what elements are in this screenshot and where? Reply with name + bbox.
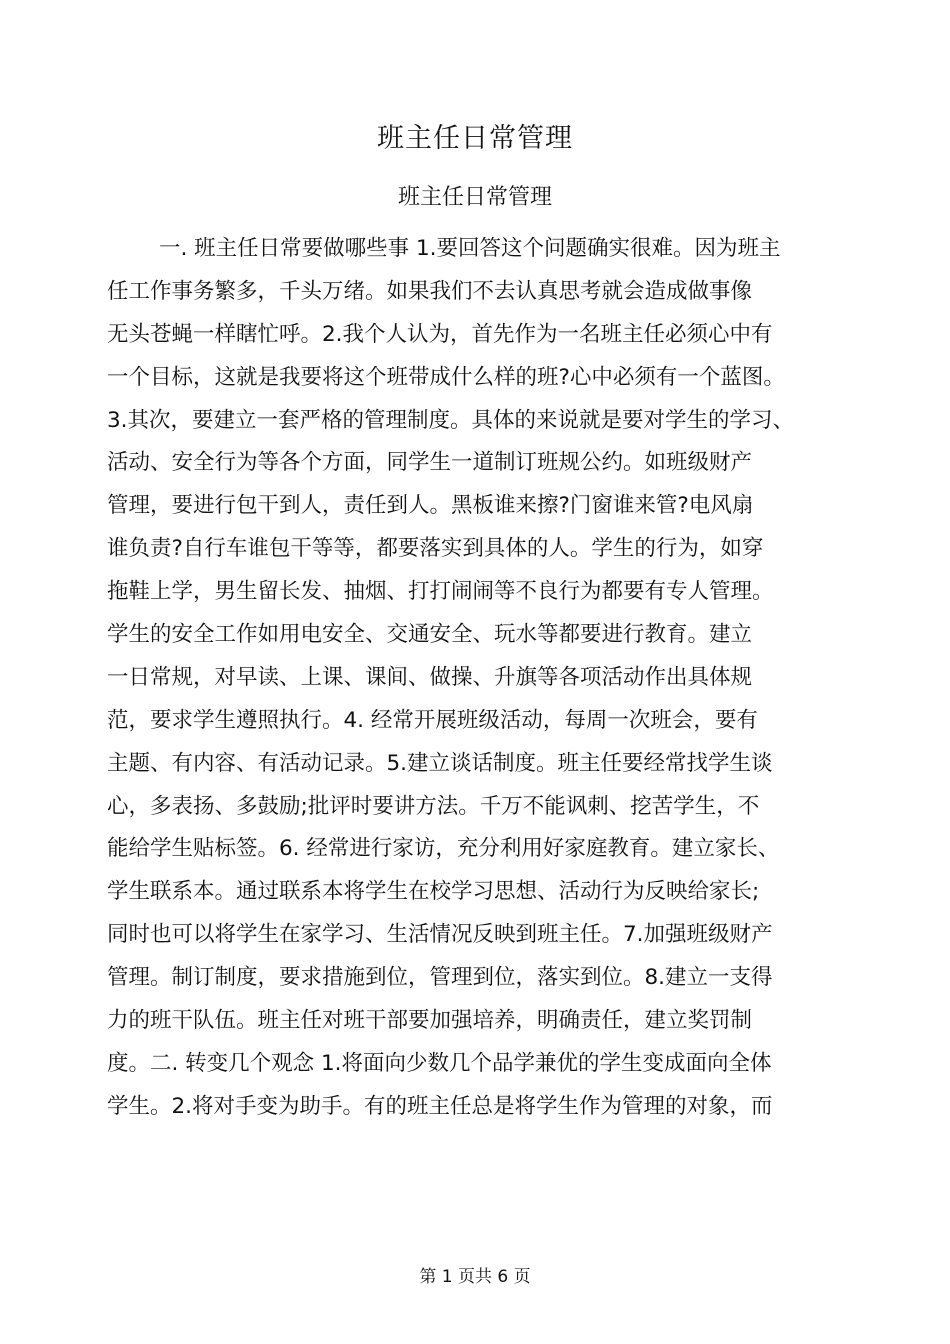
body-line: 谁负责?自行车谁包干等等，都要落实到具体的人。学生的行为，如穿 (107, 536, 764, 562)
body-line: 学生。2.将对手变为助手。有的班主任总是将学生作为管理的对象，而 (107, 1093, 773, 1119)
body-line: 范，要求学生遵照执行。4. 经常开展班级活动，每周一次班会，要有 (107, 707, 758, 733)
body-line: 活动、安全行为等各个方面，同学生一道制订班规公约。如班级财产 (107, 450, 753, 476)
body-line: 一. 班主任日常要做哪些事 1.要回答这个问题确实很难。因为班主 (159, 236, 781, 261)
body-line: 拖鞋上学，男生留长发、抽烟、打打闹闹等不良行为都要有专人管理。 (107, 579, 774, 605)
body-line: 一个目标，这就是我要将这个班带成什么样的班?心中必须有一个蓝图。 (107, 364, 785, 390)
body-line: 力的班干队伍。班主任对班干部要加强培养，明确责任，建立奖罚制 (107, 1008, 753, 1034)
body-line: 管理。制订制度，要求措施到位，管理到位，落实到位。8.建立一支得 (107, 965, 773, 991)
body-line: 主题、有内容、有活动记录。5.建立谈话制度。班主任要经常找学生谈 (107, 750, 773, 776)
document-body (107, 228, 852, 1129)
body-line: 任工作事务繁多，千头万绪。如果我们不去认真思考就会造成做事像 (107, 278, 753, 304)
body-line: 学生的安全工作如用电安全、交通安全、玩水等都要进行教育。建立 (107, 622, 753, 648)
body-line: 能给学生贴标签。6. 经常进行家访，充分利用好家庭教育。建立家长、 (107, 836, 780, 862)
body-line: 3.其次，要建立一套严格的管理制度。具体的来说就是要对学生的学习、 (107, 407, 795, 433)
body-line: 管理，要进行包干到人，责任到人。黑板谁来擦?门窗谁来管?电风扇 (107, 493, 754, 519)
body-line: 学生联系本。通过联系本将学生在校学习思想、活动行为反映给家长; (107, 879, 760, 905)
body-line: 同时也可以将学生在家学习、生活情况反映到班主任。7.加强班级财产 (107, 922, 773, 948)
body-line: 心，多表扬、多鼓励;批评时要讲方法。千万不能讽刺、挖苦学生，不 (107, 793, 760, 819)
document-title: 班主任日常管理 (377, 123, 573, 154)
body-line: 无头苍蝇一样瞎忙呼。2.我个人认为，首先作为一名班主任必须心中有 (107, 321, 773, 347)
body-line: 一日常规，对早读、上课、课间、做操、升旗等各项活动作出具体规 (107, 664, 753, 690)
document-subtitle: 班主任日常管理 (397, 185, 552, 210)
body-line: 度。二. 转变几个观念 1.将面向少数几个品学兼优的学生变成面向全体 (107, 1050, 772, 1076)
page-footer: 第 1 页共 6 页 (419, 1267, 531, 1287)
